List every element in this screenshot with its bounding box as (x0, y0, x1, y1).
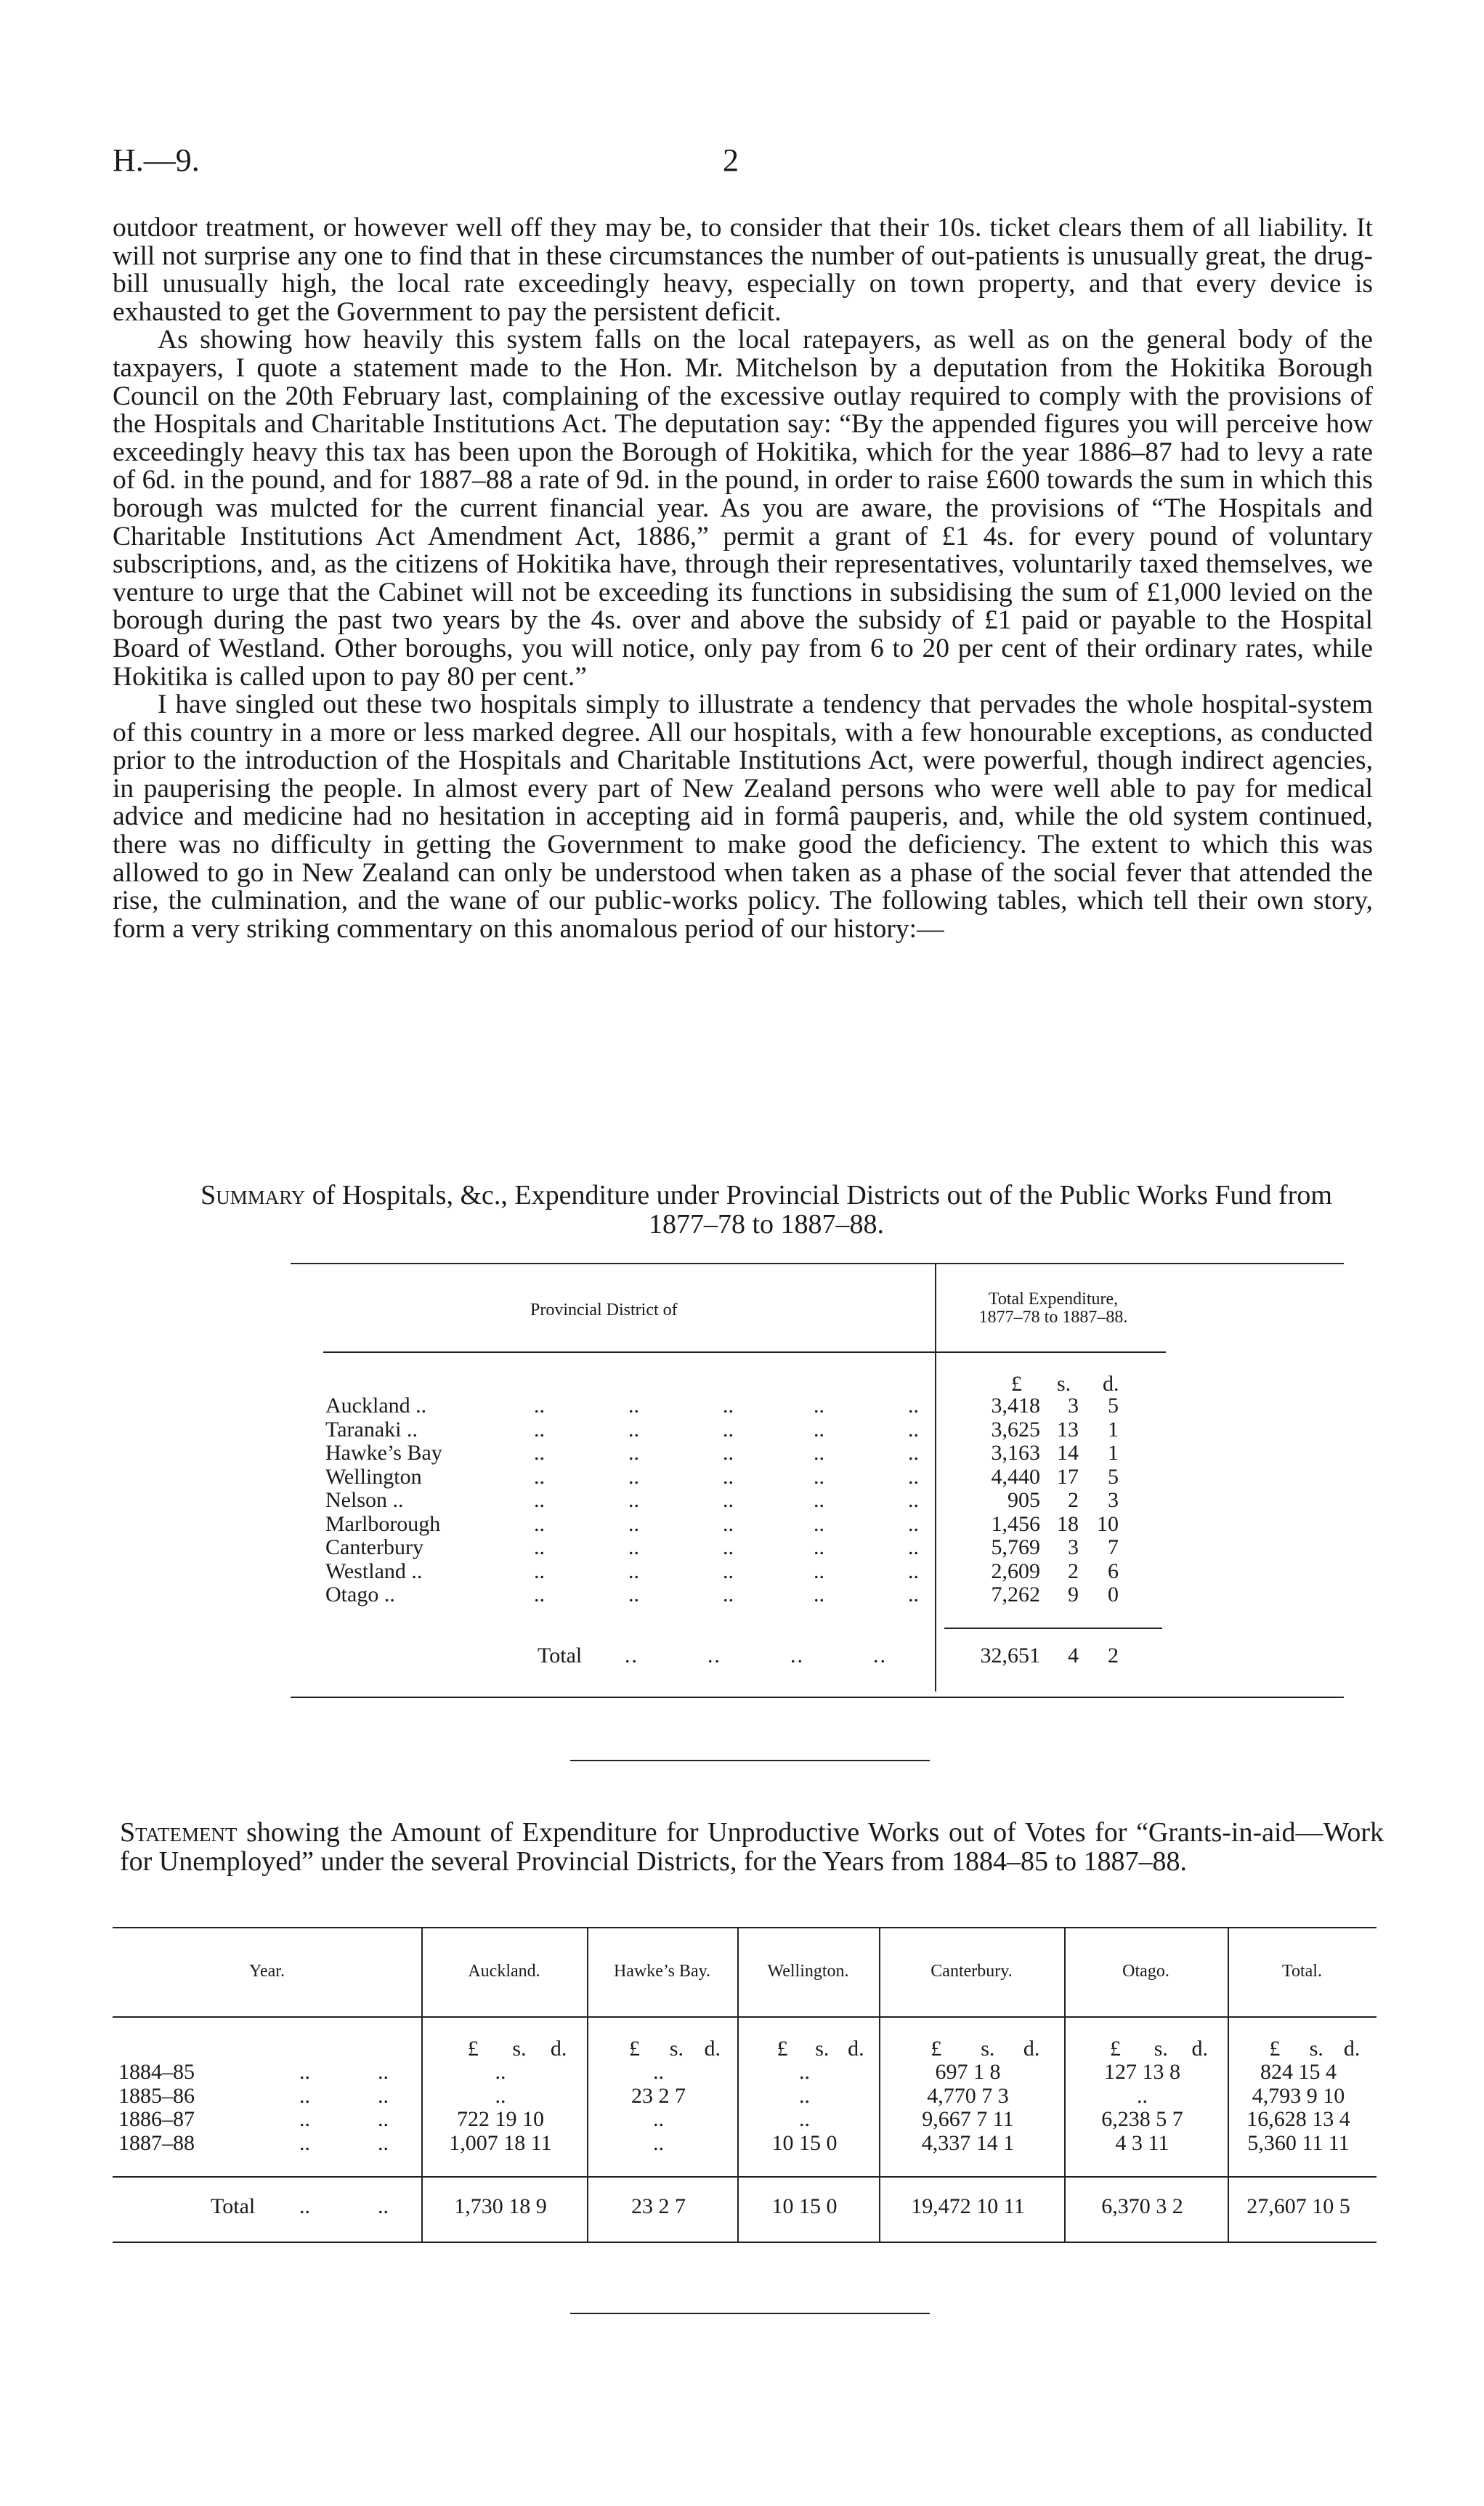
amount-pounds: 2,609 (991, 1559, 1040, 1583)
body-text (113, 214, 1373, 943)
amount-shillings: 3 (1068, 1535, 1079, 1559)
amount-shillings: 2 (1068, 1559, 1079, 1583)
empty-marker: .. (653, 2107, 664, 2131)
leader-dots: .. (628, 1394, 639, 1418)
leader-dots: .. (908, 1511, 919, 1536)
paragraph: I have singled out these two hospitals simply to illustrate a tendency that pervades the whole hospital-system of this country in a more or less marked degree. All our hospitals, with a few honourable exceptions, as conducted prior to the introduction of the Hospitals and Charitable Institutions Act, were powerful, though indirect agencies, in pauperising the people. In almost every part of New Zealand persons who were well able to pay for medical advice and medicine had no hesitation in accepting aid in formâ pauperis, and, while the old system continued, there was no difficulty in getting the Government to make good the deficiency. The extent to which this was allowed to go in New Zealand can only be understood when taken as a phase of the social fever that attended the rise, the culmination, and the wane of our public-works policy. The following tables, which tell their own story, form a very striking commentary on this anomalous period of our history:— (113, 690, 1373, 944)
district-name: Taranaki .. (325, 1417, 418, 1442)
table1-total-shillings: 4 (1068, 1644, 1079, 1668)
section-divider-2 (570, 2313, 930, 2314)
leader-dots: .. (534, 1511, 545, 1536)
empty-marker: .. (799, 2083, 810, 2108)
leader-dots: .. (814, 1488, 824, 1512)
amount-pence: 3 (1108, 1488, 1119, 1512)
district-name: Wellington (325, 1464, 422, 1489)
leader-dots: .. (628, 1511, 639, 1536)
unit-label: £ (1269, 2037, 1281, 2061)
amount: 10 15 0 (771, 2194, 838, 2218)
unit-label: £ (1110, 2037, 1121, 2061)
leader-dots: .. (723, 1441, 734, 1465)
unit-label: s. (512, 2037, 527, 2061)
unit-label: s. (1153, 2037, 1168, 2061)
leader-dots: .. (534, 1394, 545, 1418)
amount-pounds: 3,163 (991, 1441, 1040, 1465)
amount-pence: 0 (1108, 1583, 1119, 1606)
amount-pence: 10 (1097, 1511, 1119, 1536)
amount-pence: 7 (1108, 1535, 1119, 1559)
table2-caption (120, 1818, 1384, 1876)
amount-pence: 6 (1108, 1559, 1119, 1583)
amount-pounds: 5,769 (991, 1535, 1040, 1559)
amount: 1,007 18 11 (449, 2130, 552, 2155)
amount: 127 13 8 (1104, 2060, 1180, 2084)
table2-header: Total. (1282, 1962, 1322, 1981)
document-reference: H.—9. (113, 142, 200, 178)
table2-total-label: Total (211, 2194, 256, 2218)
empty-marker: .. (495, 2083, 506, 2108)
amount-pence: 5 (1108, 1464, 1119, 1489)
district-name: Westland .. (325, 1559, 423, 1583)
page-header (113, 142, 1373, 185)
district-name: Marlborough (325, 1511, 441, 1536)
leader-dots: .. (628, 1441, 639, 1465)
leader-dots: .. (378, 2130, 389, 2155)
year-label: 1886–87 (118, 2107, 195, 2131)
leader-dots: .. (723, 1488, 734, 1512)
leader-dots: .. (908, 1488, 919, 1512)
amount: 4,337 14 1 (921, 2130, 1015, 2155)
leader-dots: .. (628, 1535, 639, 1559)
table2-total-rule (113, 2176, 1376, 2178)
amount-pence: 1 (1108, 1417, 1119, 1442)
leader-dots: .. (723, 1535, 734, 1559)
unit-label: s. (1309, 2037, 1323, 2061)
leader-dots: .. (534, 1464, 545, 1489)
leader-dots: .. (534, 1417, 545, 1442)
leader-dots: .. (299, 2107, 310, 2131)
amount: 4,793 9 10 (1252, 2083, 1345, 2108)
district-name: Nelson .. (325, 1488, 404, 1512)
table2-header: Hawke’s Bay. (613, 1962, 711, 1981)
amount-shillings: 3 (1068, 1394, 1079, 1418)
table2-header: Year. (249, 1962, 285, 1981)
leader-dots: .. (628, 1464, 639, 1489)
unit-label: £ (777, 2037, 788, 2061)
leader-dots: .. (378, 2107, 389, 2131)
table1-top-rule (291, 1263, 1344, 1264)
empty-marker: .. (653, 2130, 664, 2155)
unit-label: £ (930, 2037, 942, 2061)
leader-dots: .. (723, 1417, 734, 1442)
unit-label: £ (467, 2037, 479, 2061)
unit-label: d. (1023, 2037, 1040, 2061)
unit-pounds: £ (1011, 1372, 1022, 1396)
leader-dots: .. (723, 1464, 734, 1489)
leader-dots: .. .. .. .. (625, 1644, 887, 1668)
table2-top-rule (113, 1927, 1376, 1928)
leader-dots: .. (814, 1417, 824, 1442)
amount: 722 19 10 (457, 2107, 544, 2131)
leader-dots: .. (908, 1464, 919, 1489)
amount-shillings: 13 (1057, 1417, 1079, 1442)
leader-dots: .. (299, 2060, 310, 2084)
leader-dots: .. (723, 1511, 734, 1536)
table1-col1-header: Provincial District of (530, 1301, 678, 1319)
amount: 6,238 5 7 (1101, 2107, 1183, 2131)
unit-label: d. (1191, 2037, 1208, 2061)
amount: 4 3 11 (1115, 2130, 1169, 2155)
leader-dots: .. (299, 2130, 310, 2155)
leader-dots: .. (534, 1559, 545, 1583)
leader-dots: .. (299, 2083, 310, 2108)
amount-pence: 1 (1108, 1441, 1119, 1465)
unit-label: d. (848, 2037, 864, 2061)
district-name: Canterbury (325, 1535, 423, 1559)
empty-marker: .. (653, 2060, 664, 2084)
table1-col2-header-1: Total Expenditure, (988, 1290, 1119, 1309)
amount: 10 15 0 (771, 2130, 838, 2155)
amount: 824 15 4 (1260, 2060, 1337, 2084)
unit-label: d. (550, 2037, 567, 2061)
table1-caption-text: of Hospitals, &c., Expenditure under Provincial Districts out of the Public Works Fund from 1877–78 to 1887–88. (312, 1180, 1332, 1240)
leader-dots: .. (814, 1441, 824, 1465)
leader-dots: .. (908, 1535, 919, 1559)
district-name: Auckland .. (325, 1394, 427, 1418)
amount-shillings: 17 (1057, 1464, 1079, 1489)
table1-bottom-rule (291, 1697, 1344, 1698)
amount-pounds: 7,262 (991, 1583, 1040, 1606)
amount-shillings: 18 (1057, 1511, 1079, 1536)
table2-header: Otago. (1122, 1962, 1169, 1981)
amount-shillings: 14 (1057, 1441, 1079, 1465)
leader-dots: .. (814, 1394, 824, 1418)
empty-marker: .. (799, 2107, 810, 2131)
table1-total-pence: 2 (1108, 1644, 1119, 1668)
amount-shillings: 9 (1068, 1583, 1079, 1606)
district-name: Hawke’s Bay (325, 1441, 442, 1465)
leader-dots: .. (908, 1583, 919, 1606)
leader-dots: .. (723, 1559, 734, 1583)
table2-caption-lead: Statement (120, 1817, 238, 1848)
leader-dots: .. (814, 1583, 824, 1606)
leader-dots: .. (534, 1441, 545, 1465)
paragraph: outdoor treatment, or however well off they may be, to consider that their 10s. ticket clears them of all liability. It will not surprise any one to find that in these circumstances the number of out-patients is unusually great, the drug-bill unusually high, the local rate exceedingly heavy, especially on town property, and that every device is exhausted to get the Government to pay the persistent deficit. (113, 213, 1373, 327)
unit-shillings: s. (1057, 1372, 1071, 1396)
unit-label: d. (1343, 2037, 1361, 2061)
empty-marker: .. (799, 2060, 810, 2084)
amount: 9,667 7 11 (922, 2107, 1014, 2131)
table2-header: Wellington. (767, 1962, 849, 1981)
amount: 6,370 3 2 (1101, 2194, 1183, 2218)
leader-dots: .. (908, 1559, 919, 1583)
leader-dots: .. (814, 1511, 824, 1536)
amount-pounds: 905 (1007, 1488, 1040, 1512)
paragraph: As showing how heavily this system falls on the local ratepayers, as well as on the general body of the taxpayers, I quote a statement made to the Hon. Mr. Mitchelson by a deputation from the Hokitika Borough Council on the 20th February last, complaining of the excessive outlay required to comply with the provisions of the Hospitals and Charitable Institutions Act. The deputation say: “By the appended figures you will perceive how exceedingly heavy this tax has been upon the Borough of Hokitika, which for the year 1886–87 had to levy a rate of 6d. in the pound, and for 1887–88 a rate of 9d. in the pound, in order to raise £600 towards the sum in which this borough was mulcted for the current financial year. As you are aware, the provisions of “The Hospitals and Charitable Institutions Act Amendment Act, 1886,” permit a grant of £1 4s. for every pound of voluntary subscriptions, and, as the citizens of Hokitika have, through their representatives, voluntarily taxed themselves, we venture to urge that the Cabinet will not be exceeding its functions in subsidising the sum of £1,000 levied on the borough during the past two years by the 4s. over and above the subsidy of £1 paid or payable to the Hospital Board of Westland. Other boroughs, you will notice, only pay from 6 to 20 per cent of their ordinary rates, while Hokitika is called upon to pay 80 per cent.” (113, 325, 1373, 692)
amount: 1,730 18 9 (454, 2194, 547, 2218)
amount-pounds: 3,625 (991, 1417, 1040, 1442)
table1-total-rule (944, 1628, 1162, 1629)
leader-dots: .. (628, 1583, 639, 1606)
unit-label: s. (669, 2037, 684, 2061)
table2-header: Canterbury. (930, 1962, 1013, 1981)
leader-dots: .. (723, 1583, 734, 1606)
leader-dots: .. (814, 1535, 824, 1559)
empty-marker: .. (495, 2060, 506, 2084)
amount-pounds: 3,418 (991, 1394, 1040, 1418)
amount: 16,628 13 4 (1246, 2107, 1350, 2131)
leader-dots: .. (908, 1417, 919, 1442)
unit-label: £ (628, 2037, 640, 2061)
table1-caption-lead: Summary (200, 1180, 306, 1210)
table1-total-pounds: 32,651 (980, 1644, 1040, 1668)
table2-bottom-rule (113, 2242, 1376, 2243)
table1-col2-header-2: 1877–78 to 1887–88. (978, 1308, 1128, 1327)
amount-pence: 5 (1108, 1394, 1119, 1418)
amount-pounds: 4,440 (991, 1464, 1040, 1489)
unit-label: s. (981, 2037, 995, 2061)
empty-marker: .. (1137, 2083, 1148, 2108)
year-label: 1884–85 (118, 2060, 195, 2084)
table1-header-rule (323, 1351, 1166, 1353)
amount-shillings: 2 (1068, 1488, 1079, 1512)
leader-dots: .. (814, 1559, 824, 1583)
leader-dots: .. (378, 2083, 389, 2108)
leader-dots: .. (908, 1441, 919, 1465)
leader-dots: .. (814, 1464, 824, 1489)
unit-label: d. (704, 2037, 721, 2061)
leader-dots: .. (628, 1488, 639, 1512)
unit-pence: d. (1103, 1372, 1119, 1396)
amount-pounds: 1,456 (991, 1511, 1040, 1536)
amount: 5,360 11 11 (1247, 2130, 1350, 2155)
leader-dots: .. (723, 1394, 734, 1418)
leader-dots: .. (534, 1488, 545, 1512)
table1-total-label: Total (538, 1644, 583, 1668)
leader-dots: .. (534, 1583, 545, 1606)
leader-dots: .. (299, 2194, 310, 2218)
amount: 27,607 10 5 (1246, 2194, 1350, 2218)
table2-caption-text: showing the Amount of Expenditure for Unproductive Works out of Votes for “Grants-in-aid—Work for Unemployed” under the several Provincial Districts, for the Years from 1884–85 to 1887–88. (120, 1817, 1384, 1877)
leader-dots: .. (378, 2194, 389, 2218)
table1-caption (167, 1181, 1366, 1239)
leader-dots: .. (378, 2060, 389, 2084)
page-number: 2 (723, 142, 739, 178)
section-divider (570, 1760, 930, 1761)
leader-dots: .. (534, 1535, 545, 1559)
amount: 23 2 7 (631, 2194, 686, 2218)
district-name: Otago .. (325, 1583, 395, 1606)
table2-header: Auckland. (468, 1962, 540, 1981)
unit-label: s. (815, 2037, 830, 2061)
amount: 4,770 7 3 (927, 2083, 1009, 2108)
amount: 697 1 8 (935, 2060, 1001, 2084)
leader-dots: .. (628, 1559, 639, 1583)
year-label: 1887–88 (118, 2130, 195, 2155)
leader-dots: .. (908, 1394, 919, 1418)
table1-column-divider (935, 1263, 936, 1691)
amount: 19,472 10 11 (911, 2194, 1025, 2218)
amount: 23 2 7 (631, 2083, 686, 2108)
leader-dots: .. (628, 1417, 639, 1442)
year-label: 1885–86 (118, 2083, 195, 2108)
table2-header-rule (113, 2016, 1376, 2018)
